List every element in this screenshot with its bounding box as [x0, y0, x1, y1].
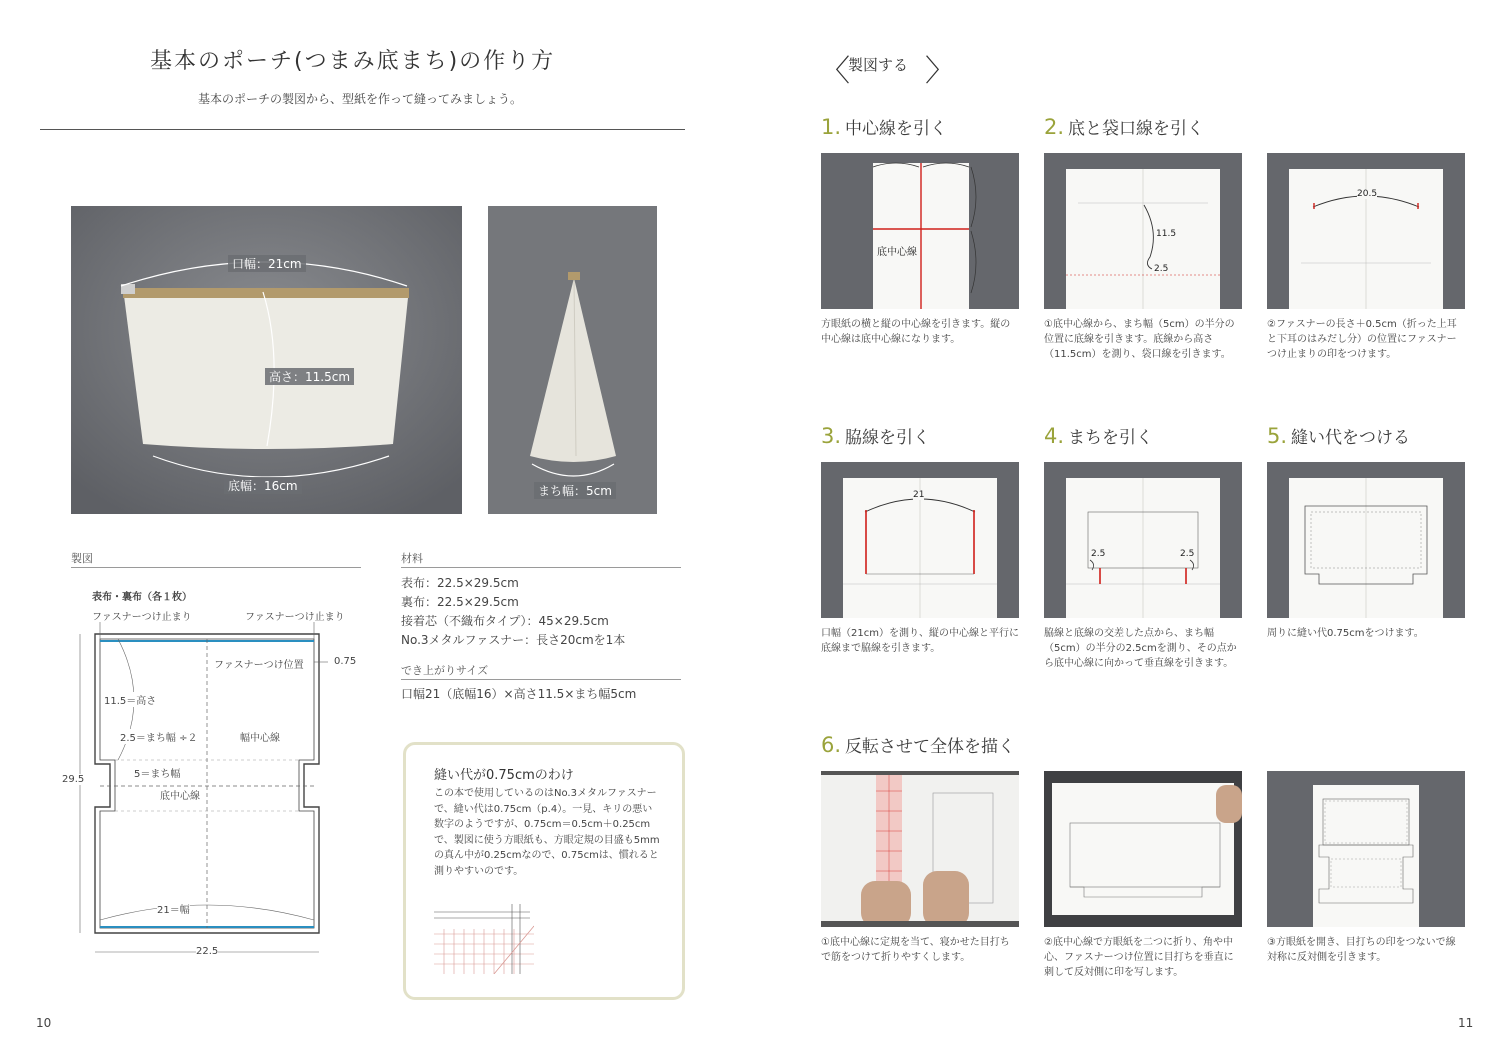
step-9-photo [1267, 771, 1465, 927]
ruler-closeup-illustration [434, 904, 534, 974]
step-7-caption: ①底中心線に定規を当て、寝かせた目打ちで筋をつけて折りやすくします。 [821, 937, 1010, 963]
zipper-position-label: ファスナーつけ位置 [214, 660, 304, 671]
step-3-width-label: 20.5 [1357, 189, 1378, 199]
step-number: 6. [821, 733, 842, 757]
step-3-drawing [1267, 153, 1465, 309]
zipper-stop-left-label: ファスナーつけ止まり [92, 612, 192, 623]
material-item: 表布：22.5×29.5cm [401, 576, 519, 590]
step-9-caption: ③方眼紙を開き、目打ちの印をつないで線対称に反対側を引きます。 [1267, 937, 1456, 963]
page-number-right: 11 [1458, 1016, 1474, 1030]
step-2-height-label: 11.5 [1156, 229, 1177, 239]
step-2-heading [1044, 114, 1204, 139]
step-title: 脇線を引く [845, 428, 931, 448]
bottom-center-label: 底中心線 [160, 787, 200, 802]
step-3-caption: ②ファスナーの長さ＋0.5cm（折った上耳と下耳のはみだし分）の位置にファスナーつけ止まりの印をつけます。 [1267, 319, 1457, 360]
step-3-heading [821, 423, 930, 448]
step-8-drawing [1044, 771, 1242, 927]
width-center-label: 幅中心線 [240, 733, 280, 744]
step-5-drawing [1044, 462, 1242, 618]
section-bracket-left: 〈 [820, 54, 850, 89]
step-2-photo [1044, 153, 1242, 309]
step-4-heading [1044, 423, 1153, 448]
finished-size-rule [401, 679, 681, 680]
step-1-caption: 方眼紙の横と縦の中心線を引きます。縦の中心線は底中心線になります。 [821, 319, 1011, 345]
gusset-width-label: まち幅：5cm [534, 482, 616, 499]
tip-body: この本で使用しているのはNo.3メタルファスナーで、縫い代は0.75cm（p.4）。一見、キリの悪い数字のようですが、0.75cm＝0.5cm＋0.25cmで、製図に使う方眼紙も、方眼定規の目盛も5mmの真ん中が0.25cmなので、0.75cmは、慣れると測りやすいのです。 [434, 788, 660, 877]
step-2-gusset-label: 2.5 [1154, 264, 1169, 274]
step-5-caption: 脇線と底線の交差した点から、まち幅（5cm）の半分の2.5cmを測り、その点から底中心線に向かって垂直線を引きます。 [1044, 628, 1237, 669]
materials-list [401, 574, 625, 650]
bottom-center-photo-label: 底中心線 [877, 243, 917, 258]
step-7-photo [821, 771, 1019, 927]
step-number: 4. [1044, 424, 1065, 448]
gusset-dim-label: 5＝まち幅 [134, 765, 180, 780]
gusset-half-label: 2.5＝まち幅 ÷２ [120, 729, 197, 744]
total-width-label: 22.5 [196, 946, 219, 957]
material-item: No.3メタルファスナー：長さ20cmを1本 [401, 633, 626, 647]
allowance-label: 0.75 [334, 656, 357, 667]
tip-title: 縫い代が0.75cmのわけ [434, 768, 574, 783]
step-2-caption: ①底中心線から、まち幅（5cm）の半分の位置に底線を引きます。底線から高さ（11.5cm）を測り、袋口線を引きます。 [1044, 319, 1235, 360]
step-1-drawing [821, 153, 1019, 309]
total-height-label: 29.5 [62, 774, 85, 785]
section-title: 製図する [848, 56, 909, 74]
width-dim-label: 21＝幅 [157, 901, 190, 916]
step-5-photo [1044, 462, 1242, 618]
zipper-stop-right-label: ファスナーつけ止まり [245, 612, 345, 623]
step-title: まちを引く [1068, 428, 1154, 448]
step-title: 縫い代をつける [1291, 428, 1411, 448]
diagram-section-rule [71, 567, 361, 568]
step-1-heading [821, 114, 947, 139]
step-number: 2. [1044, 115, 1065, 139]
height-label: 高さ：11.5cm [265, 368, 354, 385]
diagram-section-label: 製図 [71, 552, 93, 565]
step-5-left-label: 2.5 [1091, 549, 1106, 559]
materials-label: 材料 [401, 552, 423, 565]
step-title: 中心線を引く [845, 119, 948, 139]
step-2-drawing [1044, 153, 1242, 309]
page-subtitle: 基本のポーチの製図から、型紙を作って縫ってみましょう。 [198, 92, 523, 106]
step-number: 1. [821, 115, 842, 139]
step-title: 反転させて全体を描く [845, 737, 1016, 757]
step-4-caption: 口幅（21cm）を測り、縦の中心線と平行に底線まで脇線を引きます。 [821, 628, 1019, 654]
page-number-left: 10 [36, 1016, 52, 1030]
step-5-right-label: 2.5 [1180, 549, 1195, 559]
pouch-side-illustration [488, 206, 657, 514]
step-9-drawing [1267, 771, 1465, 927]
title-divider [40, 129, 685, 130]
step-8-caption: ②底中心線で方眼紙を二つに折り、角や中心、ファスナーつけ位置に目打ちを垂直に刺して反対側に印を写します。 [1044, 937, 1234, 978]
height-dim-label: 11.5＝高さ [104, 692, 156, 707]
step-4-photo [821, 462, 1019, 618]
step-5-heading [1267, 423, 1410, 448]
step-6-drawing [1267, 462, 1465, 618]
step-6-photo [1267, 462, 1465, 618]
section-bracket-right: 〉 [925, 54, 955, 89]
step-4-width-label: 21 [913, 490, 925, 500]
finished-size-label: でき上がりサイズ [401, 664, 489, 677]
step-number: 3. [821, 424, 842, 448]
pouch-front-photo [71, 206, 462, 514]
step-8-photo [1044, 771, 1242, 927]
pouch-front-illustration [71, 206, 462, 514]
material-item: 裏布：22.5×29.5cm [401, 595, 519, 609]
finished-size-value: 口幅21（底幅16）×高さ11.5×まち幅5cm [401, 687, 637, 701]
step-6-caption: 周りに縫い代0.75cmをつけます。 [1267, 628, 1424, 639]
step-4-drawing [821, 462, 1019, 618]
step-6-heading [821, 732, 1015, 757]
step-7-drawing [821, 771, 1019, 927]
step-1-photo [821, 153, 1019, 309]
material-item: 接着芯（不織布タイプ）：45×29.5cm [401, 614, 609, 628]
materials-rule [401, 567, 681, 568]
step-number: 5. [1267, 424, 1288, 448]
step-3-photo [1267, 153, 1465, 309]
step-title: 底と袋口線を引く [1068, 119, 1205, 139]
diagram-sub-label: 表布・裏布（各１枚） [92, 592, 192, 603]
bottom-width-label: 底幅：16cm [224, 477, 302, 494]
mouth-width-label: 口幅：21cm [228, 255, 306, 272]
page-title: 基本のポーチ(つまみ底まち)の作り方 [150, 49, 556, 74]
pouch-side-photo [488, 206, 657, 514]
